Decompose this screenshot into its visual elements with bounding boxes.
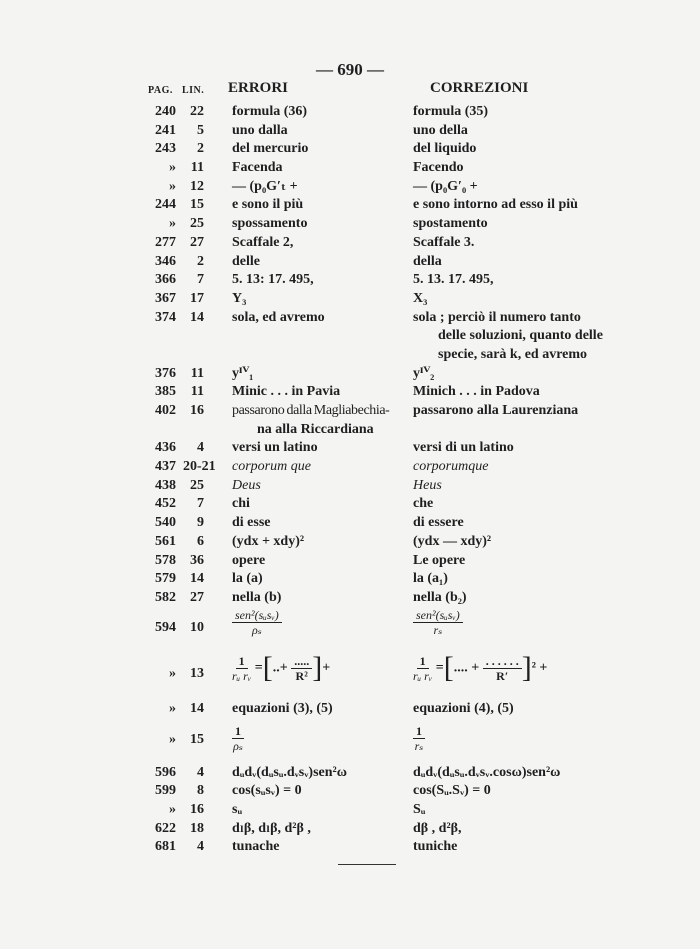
error-text: cos(sᵤsᵥ) = 0	[232, 783, 302, 799]
error-text: spossamento	[232, 216, 308, 232]
error-text: dₗβ, dₗβ, d²β ,	[232, 820, 311, 836]
page-cell: »	[169, 700, 176, 716]
error-text: 5. 13: 17. 495,	[232, 272, 314, 288]
page-cell: 367	[155, 290, 176, 306]
page-cell: 596	[155, 764, 176, 780]
correction-text: Heus	[413, 477, 442, 493]
page-cell: 243	[155, 141, 176, 157]
correction-text: del liquido	[413, 141, 477, 157]
closing-rule	[338, 864, 396, 865]
error-text: opere	[232, 552, 266, 568]
error-text: tunache	[232, 839, 280, 855]
page-cell: 578	[155, 552, 176, 568]
correction-text: che	[413, 496, 434, 512]
errata-row	[0, 402, 700, 421]
errata-row	[0, 383, 700, 402]
correction-formula	[413, 608, 463, 637]
error-text: sola, ed avremo	[232, 309, 325, 325]
line-cell: 6	[197, 533, 204, 549]
errata-row	[0, 271, 700, 290]
numerator: . . . . . .	[483, 654, 522, 669]
correction-text: 5. 13. 17. 495,	[413, 272, 494, 288]
line-cell: 7	[197, 272, 204, 288]
errata-row	[0, 103, 700, 122]
error-text: e sono il più	[232, 197, 304, 213]
correction-text: dβ , d²β,	[413, 820, 462, 836]
line-cell: 10	[190, 619, 204, 635]
correction-text: passarono alla Laurenziana	[413, 403, 579, 418]
error-formula	[232, 724, 244, 753]
line-cell: 2	[197, 253, 204, 269]
equals: =	[435, 660, 444, 676]
page-cell: »	[169, 731, 176, 747]
errata-table	[0, 103, 700, 857]
denominator: ρₛ	[233, 738, 243, 753]
correction-text: Minich . . . in Padova	[413, 384, 540, 400]
header-correzioni: CORREZIONI	[430, 80, 529, 96]
errata-row-594	[0, 608, 700, 654]
errata-row-13	[0, 650, 700, 700]
page-cell: 376	[155, 365, 176, 381]
denominator: rₛ	[433, 622, 443, 637]
line-cell: 14	[190, 700, 204, 716]
line-cell: 15	[190, 197, 204, 213]
errata-row	[0, 764, 700, 783]
numerator: sen²(sᵤsᵥ)	[232, 608, 282, 623]
error-text: (ydx + xdy)²	[232, 533, 305, 549]
correction-text: — (p₀G′₀ +	[413, 178, 478, 194]
header-pag: PAG.	[148, 85, 173, 96]
errata-row	[0, 458, 700, 477]
line-cell: 11	[190, 365, 204, 381]
errata-row	[0, 477, 700, 496]
page-cell: »	[169, 216, 176, 232]
correction-text: cos(Sᵤ.Sᵥ) = 0	[413, 783, 491, 799]
denominator: rᵤ rᵥ	[232, 668, 252, 683]
errata-row	[0, 196, 700, 215]
page-cell: 436	[155, 440, 176, 456]
error-text: Scaffale 2,	[232, 234, 294, 250]
correction-text: corporumque	[413, 459, 489, 475]
page-cell: 540	[155, 515, 176, 531]
errata-row	[0, 421, 700, 440]
error-text: corporum que	[232, 459, 311, 475]
numerator: 1	[236, 654, 248, 669]
errata-row	[0, 215, 700, 234]
errata-row	[0, 801, 700, 820]
page-cell: »	[169, 178, 176, 194]
errata-row	[0, 820, 700, 839]
page-cell: 374	[155, 309, 176, 325]
error-text: Deus	[232, 477, 261, 493]
line-cell: 8	[197, 783, 204, 799]
numerator: .....	[291, 654, 312, 669]
correction-text: equazioni (4), (5)	[413, 700, 514, 716]
errata-row-14	[0, 700, 700, 724]
page-cell: 346	[155, 253, 176, 269]
numerator: 1	[232, 724, 244, 739]
error-formula: $\frac{1}{\text{rᵤ rᵥ}}$ =[..+ $\frac{.....}{\text{R²}}$ ]+	[232, 650, 331, 684]
page-cell: 582	[155, 589, 176, 605]
error-formula	[232, 608, 282, 637]
correction-text: tuniche	[413, 839, 458, 855]
page-cell: 622	[155, 820, 176, 836]
correction-formula	[413, 724, 425, 753]
error-text: la (a)	[232, 571, 263, 587]
page-cell: »	[169, 801, 176, 817]
correction-text: spostamento	[413, 216, 488, 232]
line-cell: 25	[190, 477, 204, 493]
errata-row	[0, 514, 700, 533]
line-cell: 13	[190, 665, 204, 681]
correction-text: delle soluzioni, quanto delle	[438, 328, 603, 344]
correction-formula: $\frac{1}{\text{rᵤ rᵥ}}$ =[.... + $\frac{. . . . . .}{R'}$ ]² +	[413, 650, 548, 684]
line-cell: 7	[197, 496, 204, 512]
errata-row	[0, 159, 700, 178]
errata-row	[0, 140, 700, 159]
denominator: R²	[295, 668, 308, 683]
line-cell: 14	[190, 571, 204, 587]
page-number: — 690 —	[316, 60, 384, 79]
error-text: del mercurio	[232, 141, 309, 157]
errata-row	[0, 589, 700, 608]
numerator: 1	[417, 654, 429, 669]
errata-row	[0, 346, 700, 365]
line-cell: 20-21	[183, 459, 216, 475]
error-text: Y₃	[232, 290, 247, 306]
errata-row	[0, 327, 700, 346]
errata-row	[0, 495, 700, 514]
line-cell: 11	[190, 160, 204, 176]
error-text: dᵤdᵥ(dᵤsᵤ.dᵥsᵥ)sen²ω	[232, 764, 347, 780]
line-cell: 11	[190, 384, 204, 400]
errata-row	[0, 782, 700, 801]
line-cell: 4	[197, 440, 204, 456]
error-text: chi	[232, 496, 250, 512]
page-cell: »	[169, 160, 176, 176]
line-cell: 22	[190, 104, 204, 119]
error-text: Facenda	[232, 160, 283, 176]
error-text: uno dalla	[232, 122, 288, 138]
correction-text: nella (b₂)	[413, 589, 467, 605]
line-cell: 16	[190, 801, 204, 817]
denominator: R′	[496, 668, 509, 683]
line-cell: 4	[197, 764, 204, 780]
page-cell: 561	[155, 533, 176, 549]
line-cell: 12	[190, 178, 204, 194]
error-text: — (p₀G′ₜ +	[232, 178, 298, 194]
error-text: nella (b)	[232, 589, 282, 605]
error-text: yᴵⱽ₁	[232, 365, 254, 381]
page-cell: »	[169, 665, 176, 681]
line-cell: 16	[190, 403, 204, 418]
error-text: versi un latino	[232, 440, 318, 456]
line-cell: 14	[190, 309, 204, 325]
page-cell: 438	[155, 477, 176, 493]
errata-row	[0, 365, 700, 384]
error-text: di esse	[232, 515, 271, 531]
header-lin: LIN.	[182, 85, 205, 96]
line-cell: 27	[190, 589, 204, 605]
denominator: rₛ	[414, 738, 424, 753]
header-errori: ERRORI	[228, 80, 289, 96]
line-cell: 9	[197, 515, 204, 531]
line-cell: 17	[190, 290, 204, 306]
tail: ² +	[531, 660, 548, 676]
line-cell: 2	[197, 141, 204, 157]
tail: +	[322, 660, 331, 676]
errata-row	[0, 570, 700, 589]
page-cell: 579	[155, 571, 176, 587]
correction-text: la (a₁)	[413, 571, 448, 587]
correction-text: (ydx — xdy)²	[413, 533, 492, 549]
correction-text: Sᵤ	[413, 801, 426, 817]
correction-text: Scaffale 3.	[413, 234, 475, 250]
errata-row-15	[0, 724, 700, 764]
error-text: sᵤ	[232, 801, 243, 817]
inner: .... +	[453, 660, 480, 676]
errata-row	[0, 253, 700, 272]
error-text: Minic . . . in Pavia	[232, 384, 341, 400]
denominator: ρₛ	[252, 622, 262, 637]
line-cell: 25	[190, 216, 204, 232]
errata-row	[0, 178, 700, 197]
correction-text: della	[413, 253, 442, 269]
page-cell: 599	[155, 783, 176, 799]
correction-text: Facendo	[413, 160, 464, 176]
line-cell: 36	[190, 552, 204, 568]
page-cell: 402	[155, 403, 176, 418]
errata-row	[0, 552, 700, 571]
errata-row	[0, 838, 700, 857]
line-cell: 27	[190, 234, 204, 250]
error-text: passarono dalla Magliabechia-	[232, 403, 390, 418]
error-text: delle	[232, 253, 260, 269]
numerator: sen²(sᵤsᵥ)	[413, 608, 463, 623]
correction-text: Le opere	[413, 552, 466, 568]
error-text: na alla Riccardiana	[257, 421, 374, 437]
correction-text: formula (35)	[413, 104, 489, 119]
inner: ..+	[272, 660, 288, 676]
page-cell: 437	[155, 459, 176, 475]
line-cell: 18	[190, 820, 204, 836]
correction-text: uno della	[413, 122, 468, 138]
page-cell: 366	[155, 272, 176, 288]
errata-row	[0, 290, 700, 309]
line-cell: 4	[197, 839, 204, 855]
page-cell: 681	[155, 839, 176, 855]
page-cell: 244	[155, 197, 176, 213]
numerator: 1	[413, 724, 425, 739]
page-cell: 452	[155, 496, 176, 512]
error-text: formula (36)	[232, 104, 308, 119]
errata-row	[0, 234, 700, 253]
errata-row	[0, 122, 700, 141]
correction-text: di essere	[413, 515, 464, 531]
errata-row	[0, 439, 700, 458]
page-cell: 594	[155, 619, 176, 635]
line-cell: 15	[190, 731, 204, 747]
page-cell: 240	[155, 104, 176, 119]
page-cell: 241	[155, 122, 176, 138]
correction-text: X₃	[413, 290, 428, 306]
line-cell: 5	[197, 122, 204, 138]
correction-text: versi di un latino	[413, 440, 514, 456]
correction-text: e sono intorno ad esso il più	[413, 197, 578, 213]
correction-text: specie, sarà k, ed avremo	[438, 346, 588, 362]
correction-text: dᵤdᵥ(dᵤsᵤ.dᵥsᵥ.cosω)sen²ω	[413, 764, 561, 780]
errata-row	[0, 533, 700, 552]
correction-text: yᴵⱽ₂	[413, 365, 435, 381]
error-text: equazioni (3), (5)	[232, 700, 333, 716]
page-cell: 385	[155, 384, 176, 400]
equals: =	[254, 660, 263, 676]
correction-text: sola ; perciò il numero tanto	[413, 309, 581, 325]
denominator: rᵤ rᵥ	[413, 668, 433, 683]
page-cell: 277	[155, 234, 176, 250]
errata-row	[0, 309, 700, 328]
